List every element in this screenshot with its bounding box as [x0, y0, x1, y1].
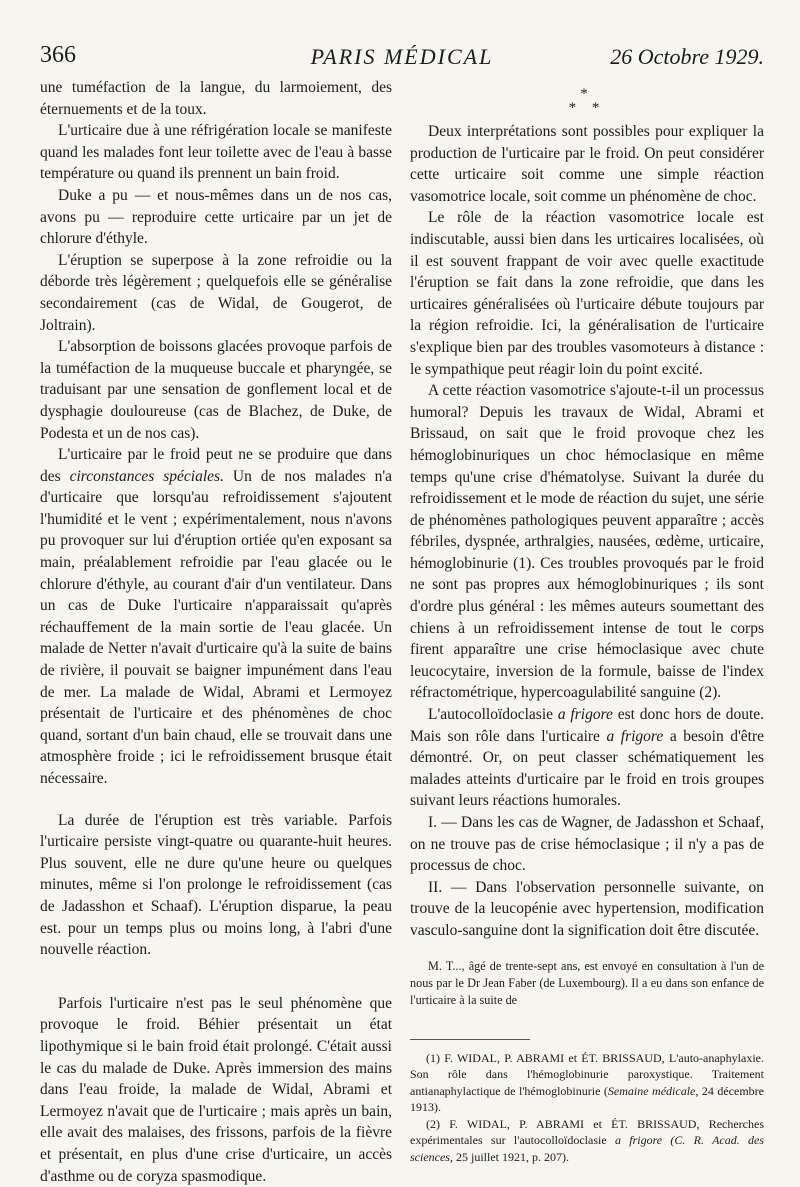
paragraph: La durée de l'éruption est très variable. Parfois l'urticaire persiste vingt-quatre ou quarante-huit heures. Plus souvent, elle ne dure qu'une heure ou quelques minutes, même si l'on prolonge le refroidissement (cas de Jadasshon et Schaaf). L'éruption disparue, la peau est. pour un temps plus ou moins long, à l'abri d'une nouvelle réaction.	[40, 811, 392, 959]
issue-date: 26 Octobre 1929.	[610, 44, 764, 69]
paragraph: I. — Dans les cas de Wagner, de Jadasshon et Schaaf, on ne trouve pas de crise hémoclasique ; il n'y a pas de processus de choc.	[410, 814, 764, 875]
paragraph: A cette réaction vasomotrice s'ajoute-t-il un processus humoral? Depuis les travaux de Widal, Abrami et Brissaud, on sait que le froid provoque chez les hémoglobinuriques un choc hémoclasique en même temps qu'une crise d'hématolyse. Suivant la durée du refroidissement et le mode de réaction du sujet, une série de phénomènes pathologiques peuvent apparaître ; accès fébriles, dyspnée, arthralgies, nausées, œdème, urticaire, hémoglobinurie (1). Ces troubles provoqués par le froid ne sont pas propres aux hémoglobinuriques ; ils sont d'ordre plus général : les mêmes auteurs soumettant des chiens à un refroidissement intense de tout le corps firent apparaître une crise hémoclasique avec chute leucocytaire, inversion de la formule, baisse de l'index réfractométrique, hypercoagulabilité sanguine (2).	[410, 382, 764, 702]
footnote: (1) F. WIDAL, P. ABRAMI et ÉT. BRISSAUD, L'auto-anaphylaxie. Son rôle dans l'hémoglobinurie paroxystique. Traitement antianaphylactique de l'hémoglobinurie (Semaine médicale, 24 décembre 1913).	[410, 1050, 764, 1115]
section-separator: * * *	[568, 86, 606, 116]
paragraph: Parfois l'urticaire n'est pas le seul phénomène que provoque le froid. Béhier présentait un état lipothymique si le bain froid était prolongé. C'était aussi le cas du malade de Duke. Après immersion des mains dans l'eau froide, la malade de Widal, Abrami et Lermoyez n'avait que de l'urticaire ; mais après un bain, elle avait des malaises, des frissons, parfois de la fièvre et présentait, en plus d'une crise d'urticaire, un accès d'asthme ou de coryza spasmodique.	[40, 994, 392, 1185]
paragraph: Deux interprétations sont possibles pour expliquer la production de l'urticaire par le froid. On peut considérer cette urticaire soit comme une simple réaction vasomotrice locale, soit comme un phénomène de choc.	[410, 123, 764, 205]
paragraph: Le rôle de la réaction vasomotrice locale est indiscutable, aussi bien dans les urticaires localisées, où il est souvent frappant de voir avec quelle exactitude l'éruption se fait dans la zone refroidie, que dans les urticaires généralisées où l'urticaire débute toujours par la région refroidie. Ici, la généralisation de l'urticaire s'explique bien par des troubles vasomoteurs à distance : le sympathique peut réagir loin du point excité.	[410, 209, 764, 378]
journal-title: PARIS MÉDICAL	[310, 44, 494, 69]
paragraph: Duke a pu — et nous-mêmes dans un de nos cas, avons pu — reproduire cette urticaire par un jet de chlorure d'éthyle.	[40, 186, 392, 248]
paragraph: L'urticaire due à une réfrigération locale se manifeste quand les malades font leur toilette avec de l'eau à basse température ou quand ils prennent un bain froid.	[40, 122, 392, 183]
right-column	[410, 77, 764, 1165]
paragraph: L'absorption de boissons glacées provoque parfois de la tuméfaction de la muqueuse buccale et pharyngée, se traduisant par une sensation de gonflement local et de dysphagie douloureuse (cas de Blachez, de Duke, de Podesta et un de nos cas).	[40, 338, 392, 442]
case-report: M. T..., âgé de trente-sept ans, est envoyé en consultation à l'un de nous par le Dr Jean Faber (de Luxembourg). Il a eu dans son enfance de l'urticaire à la suite de	[410, 958, 764, 1007]
footnote-rule	[410, 1039, 530, 1040]
paragraph: L'éruption se superpose à la zone refroidie ou la déborde très légèrement ; quelquefois elle se généralise secondairement (cas de Widal, de Gougerot, de Joltrain).	[40, 251, 392, 334]
paragraph: L'urticaire par le froid peut ne se produire que dans des circonstances spéciales. Un de nos malades n'a d'urticaire que lorsqu'au refroidissement s'ajoutent l'humidité et le vent ; expérimentalement, nous n'avons pu provoquer sur lui d'éruption ortiée qu'en exposant sa main, préalablement refroidie par l'eau glacée ou le chlorure d'éthyle, au courant d'air d'un ventilateur. Dans un cas de Duke l'urticaire n'apparaissait qu'après réchauffement de la main sortie de l'eau glacée. Un malade de Netter n'avait d'urticaire qu'à la suite de bains de rivière, il pouvait se baigner impunément dans l'eau de mer. La malade de Widal, Abrami et Lermoyez présentait de l'urticaire et des phénomènes de choc quand, sortant d'un bain chaud, elle se trouvait dans une atmosphère froide ; ici le refroidissement brusque était nécessaire.	[40, 446, 392, 787]
page-header	[40, 42, 764, 78]
paragraph: une tuméfaction de la langue, du larmoiement, des éternuements et de la toux.	[40, 79, 392, 118]
page-number: 366	[40, 42, 76, 68]
paragraph: II. — Dans l'observation personnelle suivante, on trouve de la leucopénie avec hypertension, modification vasculo-sanguine dont la signification doit être discutée.	[410, 878, 764, 939]
paragraph: L'autocolloïdoclasie a frigore est donc hors de doute. Mais son rôle dans l'urticaire a frigore a besoin d'être démontré. Or, on peut classer schématiquement les malades atteints d'urticaire par le froid en trois groupes suivant leurs réactions humorales.	[410, 706, 765, 810]
emphasis: circonstances spéciales.	[69, 467, 224, 485]
footnotes	[410, 1050, 764, 1166]
footnote: (2) F. WIDAL, P. ABRAMI et ÉT. BRISSAUD, Recherches expérimentales sur l'autocolloïdoclasie a frigore (C. R. Acad. des sciences, 25 juillet 1921, p. 207).	[410, 1116, 765, 1164]
left-column	[40, 77, 392, 1187]
